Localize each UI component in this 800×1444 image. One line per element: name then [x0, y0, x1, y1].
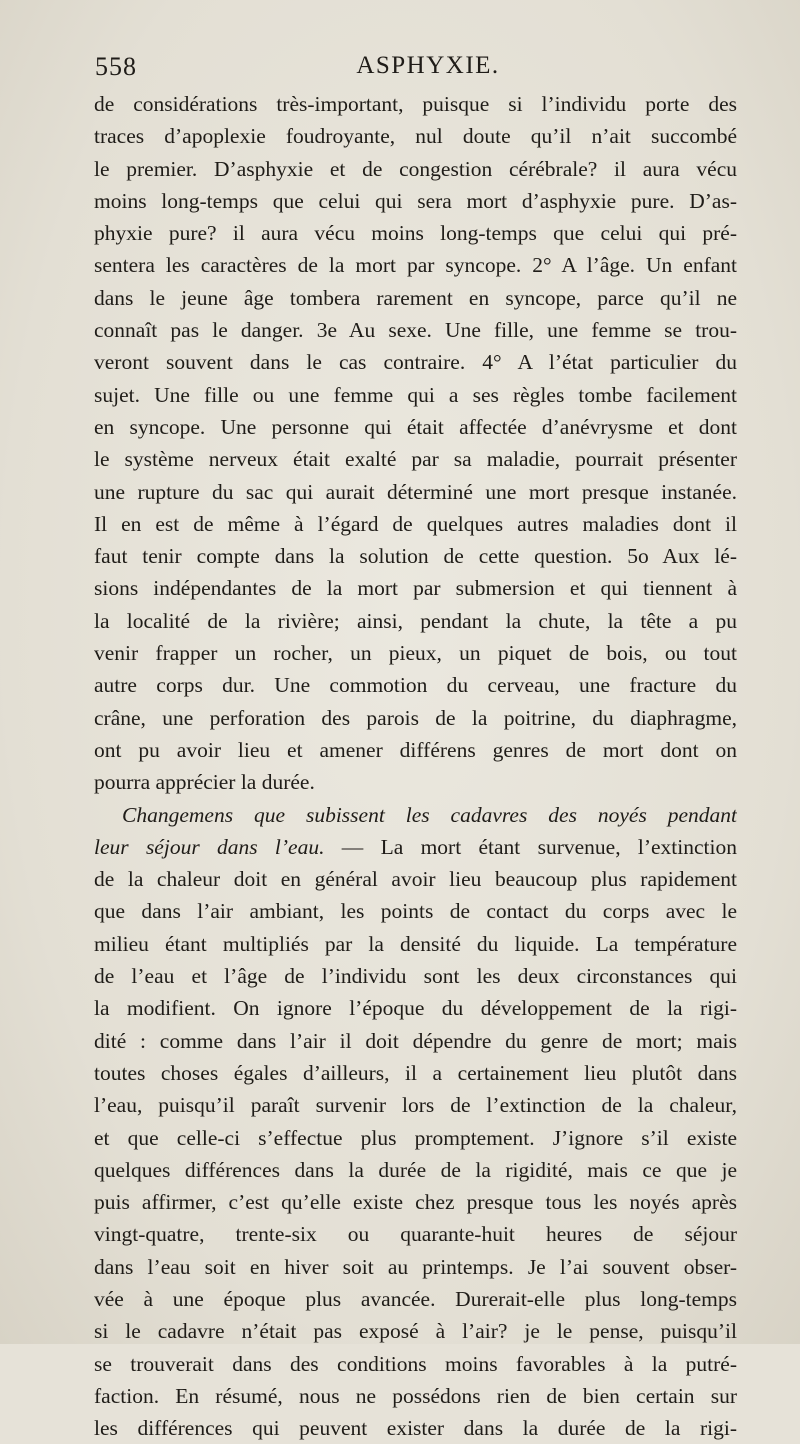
text-line: faction. En résumé, nous ne possédons rien de bien certain sur [94, 1383, 737, 1408]
text-line: sujet. Une fille ou une femme qui a ses règles tombe facilement [94, 382, 737, 407]
text-line: une rupture du sac qui aurait déterminé une mort presque instanée. [94, 479, 737, 504]
text-line: connaît pas le danger. 3e Au sexe. Une fille, une femme se trou- [94, 318, 737, 343]
text-line: de l’eau et l’âge de l’individu sont les deux circonstances qui [94, 964, 737, 989]
text-line [94, 831, 737, 863]
text-line: la modifient. On ignore l’époque du développement de la rigi- [94, 996, 737, 1021]
text-line: la localité de la rivière; ainsi, pendant la chute, la tête a pu [94, 608, 737, 633]
text-line: toutes choses égales d’ailleurs, il a certainement lieu plutôt dans [94, 1060, 737, 1085]
text-line: venir frapper un rocher, un pieux, un piquet de bois, ou tout [94, 641, 737, 666]
text-line: quelques différences dans la durée de la rigidité, mais ce que je [94, 1157, 737, 1182]
text-line: moins long-temps que celui qui sera mort d’asphyxie pure. D’as- [94, 188, 737, 213]
text-line: les différences qui peuvent exister dans la durée de la rigi- [94, 1416, 737, 1441]
paragraph-1 [94, 88, 737, 799]
text-line: et que celle-ci s’effectue plus promptement. J’ignore s’il existe [94, 1125, 737, 1150]
text-line: le système nerveux était exalté par sa maladie, pourrait présenter [94, 447, 737, 472]
page-number: 558 [95, 52, 137, 81]
text-line: vingt-quatre, trente-six ou quarante-huit heures de séjour [94, 1222, 737, 1247]
text-line: se trouverait dans des conditions moins favorables à la putré- [94, 1351, 737, 1376]
body-text [94, 88, 737, 1444]
text-line: en syncope. Une personne qui était affectée d’anévrysme et dont [94, 414, 737, 439]
text-line: pourra apprécier la durée. [94, 770, 315, 795]
text-line: de considérations très-important, puisque si l’individu porte des [94, 92, 737, 116]
page-header [93, 52, 733, 92]
text-segment: — La mort étant survenue, l’extinction [324, 834, 737, 859]
section-heading: Changemens que subissent les cadavres des noyés pendant [122, 802, 737, 827]
text-line: crâne, une perforation des parois de la poitrine, du diaphragme, [94, 705, 737, 730]
text-line: sions indépendantes de la mort par submersion et qui tiennent à [94, 576, 737, 601]
text-line: puis affirmer, c’est qu’elle existe chez presque tous les noyés après [94, 1190, 737, 1215]
paragraph-2 [94, 799, 737, 1444]
text-line: l’eau, puisqu’il paraît survenir lors de l’extinction de la chaleur, [94, 1093, 737, 1118]
text-line: Il en est de même à l’égard de quelques autres maladies dont il [94, 511, 737, 536]
section-heading-end: leur séjour dans l’eau. [94, 834, 325, 859]
text-line: dans le jeune âge tombera rarement en syncope, parce qu’il ne [94, 285, 737, 310]
text-line: sentera les caractères de la mort par syncope. 2° A l’âge. Un enfant [94, 253, 737, 278]
text-line: milieu étant multipliés par la densité du liquide. La température [94, 931, 737, 956]
text-line: dité : comme dans l’air il doit dépendre du genre de mort; mais [94, 1028, 737, 1053]
text-line: de la chaleur doit en général avoir lieu beaucoup plus rapidement [94, 867, 737, 892]
text-line: autre corps dur. Une commotion du cerveau, une fracture du [94, 673, 737, 698]
text-line: phyxie pure? il aura vécu moins long-temps que celui qui pré- [94, 221, 737, 246]
text-line: ont pu avoir lieu et amener différens genres de mort dont on [94, 737, 737, 762]
text-line: vée à une époque plus avancée. Durerait-elle plus long-temps [94, 1286, 737, 1311]
text-line: que dans l’air ambiant, les points de contact du corps avec le [94, 899, 737, 924]
text-line: si le cadavre n’était pas exposé à l’air? je le pense, puisqu’il [94, 1319, 737, 1344]
text-line: veront souvent dans le cas contraire. 4° A l’état particulier du [94, 350, 737, 375]
running-title: ASPHYXIE. [356, 52, 500, 79]
text-line: traces d’apoplexie foudroyante, nul doute qu’il n’ait succombé [94, 124, 737, 149]
text-line: faut tenir compte dans la solution de cette question. 5o Aux lé- [94, 544, 737, 569]
text-line: dans l’eau soit en hiver soit au printemps. Je l’ai souvent obser- [94, 1254, 737, 1279]
text-line: le premier. D’asphyxie et de congestion cérébrale? il aura vécu [94, 156, 737, 181]
